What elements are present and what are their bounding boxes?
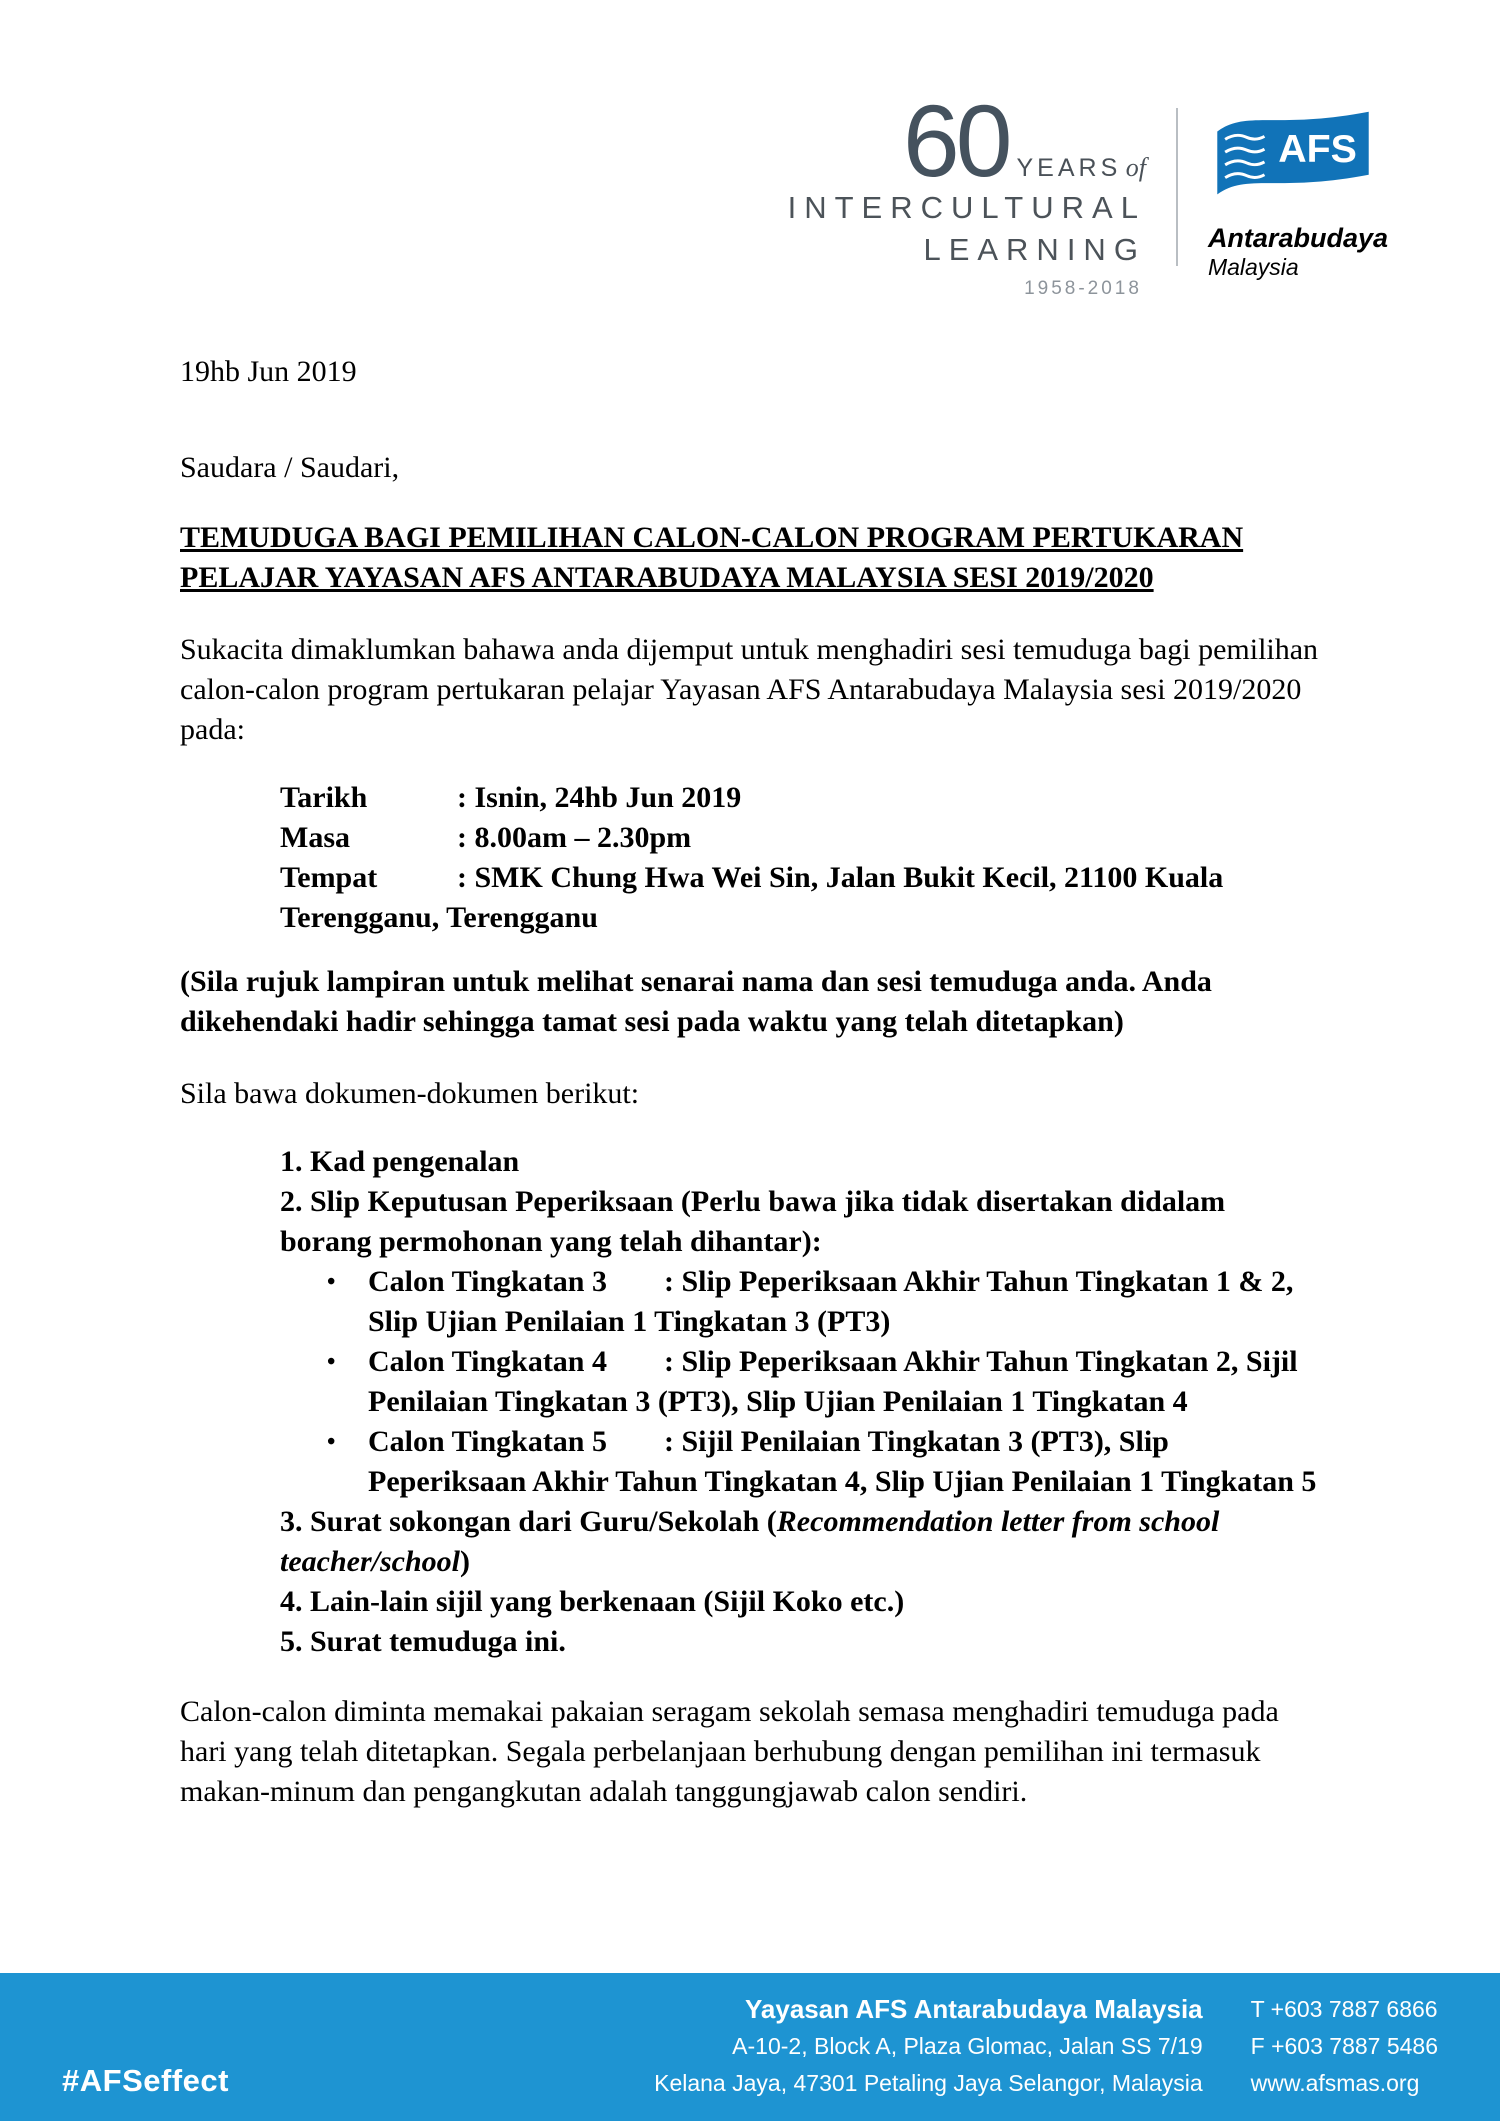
address-line-1: A-10-2, Block A, Plaza Glomac, Jalan SS 7/19: [732, 2033, 1203, 2059]
phone-line: T +603 7887 6866: [1250, 1996, 1438, 2022]
document-item-5: 5. Surat temuduga ini.: [280, 1624, 566, 1658]
footer-contact-block: [654, 1973, 1438, 2121]
bullet-value-tingkatan-5: : Sijil Penilaian Tingkatan 3 (PT3), Slip Peperiksaan Akhir Tahun Tingkatan 4, Slip Ujian Penilaian 1 Tingkatan 5: [368, 1424, 1317, 1498]
afs-logo-block: [1208, 100, 1388, 281]
detail-row-date: [280, 778, 1320, 818]
bullet-icon: •: [327, 1348, 336, 1375]
bullet-label-tingkatan-5: Calon Tingkatan 5: [368, 1424, 607, 1458]
sixty-years-top: [788, 84, 1146, 198]
afs-effect-hashtag: #AFSeffect: [62, 2063, 229, 2098]
detail-label-tempat: Tempat: [280, 860, 378, 894]
date-line: 19hb Jun 2019: [180, 354, 357, 388]
footer-address-column: [654, 1991, 1203, 2121]
intercultural-line: INTERCULTURAL: [787, 189, 1146, 225]
subject-line-2: PELAJAR YAYASAN AFS ANTARABUDAYA MALAYSIA SESI 2019/2020: [180, 560, 1154, 594]
afs-org-country: Malaysia: [1207, 254, 1299, 280]
footer-org-name: Yayasan AFS Antarabudaya Malaysia: [745, 1994, 1203, 2024]
afs-acronym: AFS: [1278, 126, 1357, 171]
website-link: www.afsmas.org: [1250, 2070, 1420, 2096]
detail-row-venue: [280, 858, 1320, 938]
subject-title: [180, 518, 1320, 598]
bullet-value-tingkatan-3: : Slip Peperiksaan Akhir Tahun Tingkatan 1 & 2, Slip Ujian Penilaian 1 Tingkatan 3 (PT3): [368, 1264, 1294, 1338]
footer-phone-column: [1251, 1991, 1438, 2121]
years-number: 60: [903, 84, 1009, 198]
document-item-2: 2. Slip Keputusan Peperiksaan (Perlu bawa jika tidak disertakan didalam borang permohonan yang telah dihantar):: [280, 1184, 1226, 1258]
years-range: 1958-2018: [1024, 277, 1142, 299]
fax-line: F +603 7887 5486: [1250, 2033, 1438, 2059]
afs-org-name: Antarabudaya: [1207, 223, 1388, 253]
bullet-value-tingkatan-4: : Slip Peperiksaan Akhir Tahun Tingkatan 2, Sijil Penilaian Tingkatan 3 (PT3), Slip Ujian Penilaian 1 Tingkatan 4: [368, 1344, 1298, 1418]
bullet-body: [368, 1262, 1320, 1342]
bullet-body: [368, 1422, 1320, 1502]
interview-details: [280, 778, 1320, 938]
bullet-body: [368, 1342, 1320, 1422]
bullet-label-tingkatan-3: Calon Tingkatan 3: [368, 1264, 607, 1298]
attachment-note: (Sila rujuk lampiran untuk melihat senarai nama dan sesi temuduga anda. Anda dikehendaki hadir sehingga tamat sesi pada waktu yang telah ditetapkan): [180, 964, 1212, 1038]
bullet-item-tingkatan-3: [327, 1262, 1320, 1342]
bullet-icon: •: [327, 1428, 336, 1455]
letter-body: [0, 300, 1500, 1973]
detail-value-masa: : 8.00am – 2.30pm: [457, 820, 692, 854]
detail-value-tarikh: : Isnin, 24hb Jun 2019: [457, 780, 742, 814]
salutation: Saudara / Saudari,: [180, 450, 400, 484]
detail-label-tarikh: Tarikh: [280, 780, 368, 814]
afs-flag-icon: [1208, 100, 1378, 218]
logo-divider: [1176, 108, 1178, 266]
detail-row-time: [280, 818, 1320, 858]
document-list: [280, 1142, 1320, 1662]
header-logo-row: [0, 0, 1500, 300]
subject-line-1: TEMUDUGA BAGI PEMILIHAN CALON-CALON PROGRAM PERTUKARAN: [180, 520, 1244, 554]
bullet-icon: •: [327, 1268, 336, 1295]
bullet-item-tingkatan-5: [327, 1422, 1320, 1502]
address-line-2: Kelana Jaya, 47301 Petaling Jaya Selangor, Malaysia: [654, 2070, 1203, 2096]
document-item-4: 4. Lain-lain sijil yang berkenaan (Sijil Koko etc.): [280, 1584, 905, 1618]
recommendation-letter-italic: Recommendation letter from school teacher/school: [280, 1504, 1220, 1578]
detail-value-tempat: : SMK Chung Hwa Wei Sin, Jalan Bukit Kecil, 21100 Kuala Terengganu, Terengganu: [280, 860, 1224, 934]
closing-paragraph: Calon-calon diminta memakai pakaian seragam sekolah semasa menghadiri temuduga pada hari yang telah ditetapkan. Segala perbelanjaan berhubung dengan pemilihan ini termasuk makan-minum dan pengangkutan adalah tanggungjawab calon sendiri.: [180, 1694, 1279, 1808]
years-label: YEARS of: [1016, 153, 1146, 182]
footer-band: [0, 1973, 1500, 2121]
sixty-years-logo: [787, 84, 1146, 300]
document-item-3: 3. Surat sokongan dari Guru/Sekolah (Recommendation letter from school teacher/school): [280, 1504, 1220, 1578]
intro-paragraph: Sukacita dimaklumkan bahawa anda dijemput untuk menghadiri sesi temuduga bagi pemilihan calon-calon program pertukaran pelajar Yayasan AFS Antarabudaya Malaysia sesi 2019/2020 pada:: [180, 632, 1319, 746]
bullet-item-tingkatan-4: [327, 1342, 1320, 1422]
bullet-label-tingkatan-4: Calon Tingkatan 4: [368, 1344, 607, 1378]
learning-line: LEARNING: [923, 231, 1146, 267]
detail-label-masa: Masa: [280, 820, 350, 854]
document-item-1: 1. Kad pengenalan: [280, 1144, 520, 1178]
documents-intro: Sila bawa dokumen-dokumen berikut:: [180, 1076, 640, 1110]
